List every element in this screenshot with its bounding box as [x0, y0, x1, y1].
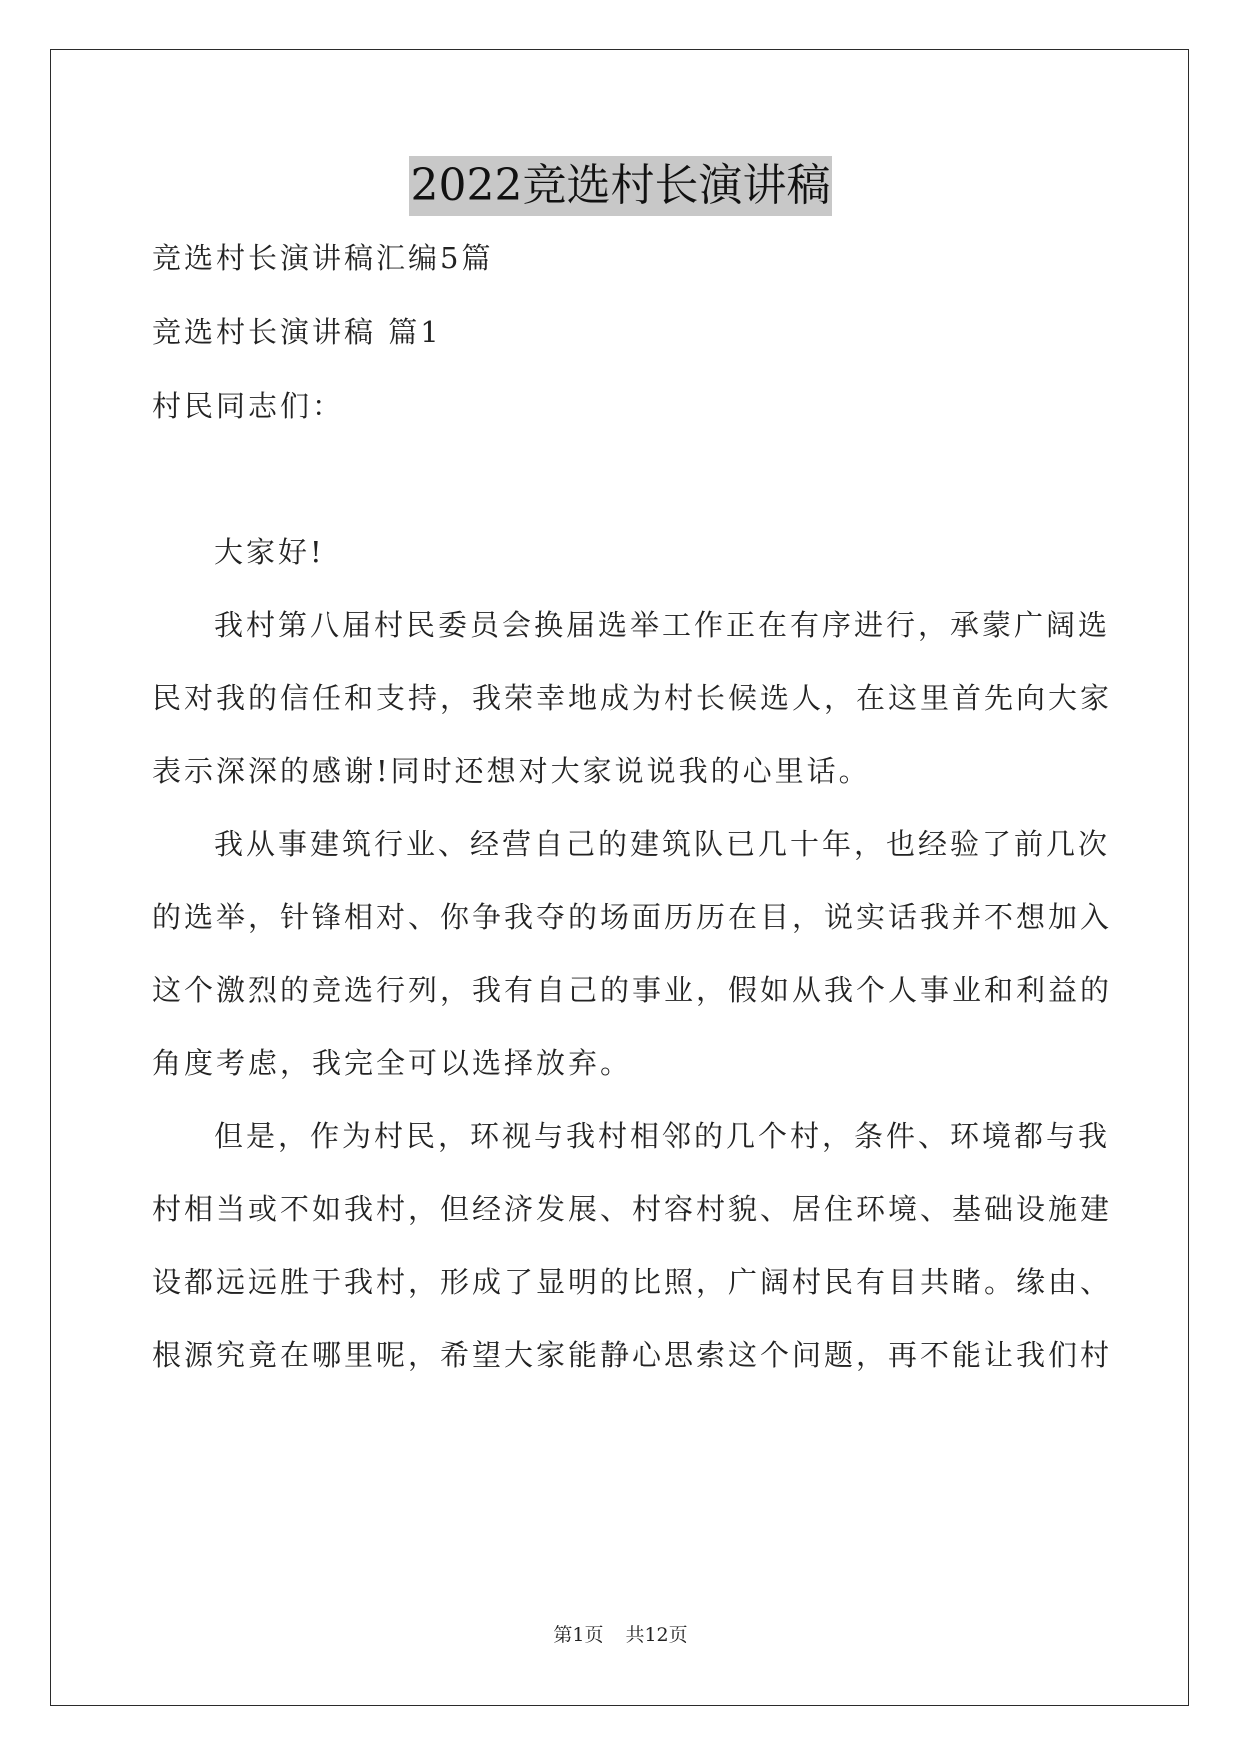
paragraph-line: 根源究竟在哪里呢，希望大家能静心思索这个问题，再不能让我们村	[152, 1338, 1113, 1372]
salutation: 村民同志们：	[152, 389, 345, 423]
page-footer	[0, 1622, 1241, 1648]
section-heading: 竞选村长演讲稿 篇1	[152, 315, 442, 349]
paragraph-line: 但是，作为村民，环视与我村相邻的几个村，条件、环境都与我	[214, 1119, 1111, 1153]
paragraph-line: 表示深深的感谢!同时还想对大家说说我的心里话。	[152, 754, 871, 788]
page-total: 共12页	[625, 1624, 688, 1646]
paragraph-line: 村相当或不如我村，但经济发展、村容村貌、居住环境、基础设施建	[152, 1192, 1113, 1226]
paragraph-line: 的选举，针锋相对、你争我夺的场面历历在目，说实话我并不想加入	[152, 900, 1113, 934]
title-container	[0, 156, 1241, 216]
subtitle: 竞选村长演讲稿汇编5篇	[152, 241, 494, 275]
paragraph-line: 民对我的信任和支持，我荣幸地成为村长候选人，在这里首先向大家	[152, 681, 1113, 715]
paragraph-line: 角度考虑，我完全可以选择放弃。	[152, 1046, 633, 1080]
page-border	[50, 49, 1189, 1706]
paragraph-line: 我村第八届村民委员会换届选举工作正在有序进行，承蒙广阔选	[214, 608, 1111, 642]
paragraph-line: 大家好!	[214, 535, 325, 569]
document-title: 2022竞选村长演讲稿	[409, 156, 833, 216]
paragraph-line: 我从事建筑行业、经营自己的建筑队已几十年，也经验了前几次	[214, 827, 1111, 861]
page-number: 第1页	[553, 1624, 604, 1646]
paragraph-line: 设都远远胜于我村，形成了显明的比照，广阔村民有目共睹。缘由、	[152, 1265, 1113, 1299]
paragraph-line: 这个激烈的竞选行列，我有自己的事业，假如从我个人事业和利益的	[152, 973, 1113, 1007]
